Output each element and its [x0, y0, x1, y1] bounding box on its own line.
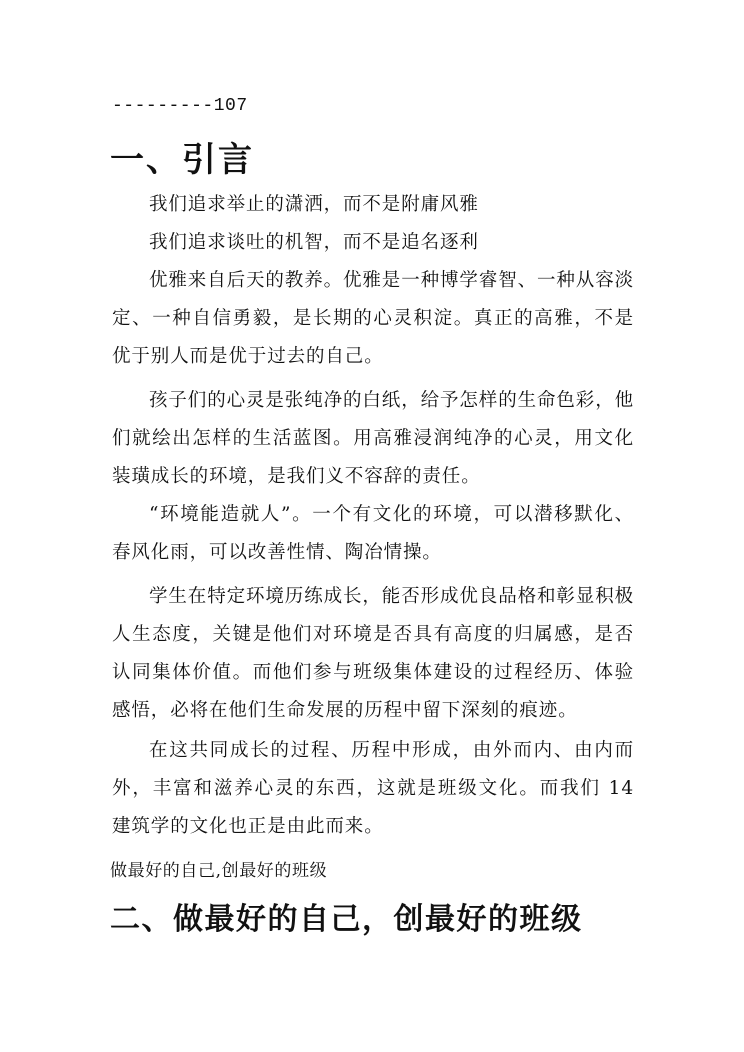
paragraph-2: 我们追求谈吐的机智，而不是追名逐利: [149, 232, 479, 253]
paragraph-7: 在这共同成长的过程、历程中形成，由外而内、由内而外，丰富和滋养心灵的东西，这就是班级文化。而我们 14 建筑学的文化也正是由此而来。: [112, 740, 634, 837]
paragraph-4: 孩子们的心灵是张纯净的白纸，给予怎样的生命色彩，他们就绘出怎样的生活蓝图。用高雅浸润纯净的心灵，用文化装璜成长的环境，是我们义不容辞的责任。: [112, 390, 635, 487]
page-number: ---------107: [112, 96, 248, 116]
subtitle-line: 做最好的自己,创最好的班级: [110, 861, 328, 881]
paragraph-1: 我们追求举止的潇洒，而不是附庸风雅: [149, 194, 479, 215]
section-heading-introduction: 一、引言: [110, 140, 254, 180]
section-heading-best-self: 二、做最好的自己，创最好的班级: [110, 902, 583, 937]
paragraph-3: 优雅来自后天的教养。优雅是一种博学睿智、一种从容淡定、一种自信勇毅，是长期的心灵积淀。真正的高雅，不是优于别人而是优于过去的自己。: [112, 270, 635, 367]
paragraph-5: “环境能造就人”。一个有文化的环境，可以潜移默化、春风化雨，可以改善性情、陶冶情操。: [112, 504, 634, 563]
paragraph-6: 学生在特定环境历练成长，能否形成优良品格和彰显积极人生态度，关键是他们对环境是否具有高度的归属感，是否认同集体价值。而他们参与班级集体建设的过程经历、体验感悟，必将在他们生命发展的历程中留下深刻的痕迹。: [112, 586, 635, 721]
